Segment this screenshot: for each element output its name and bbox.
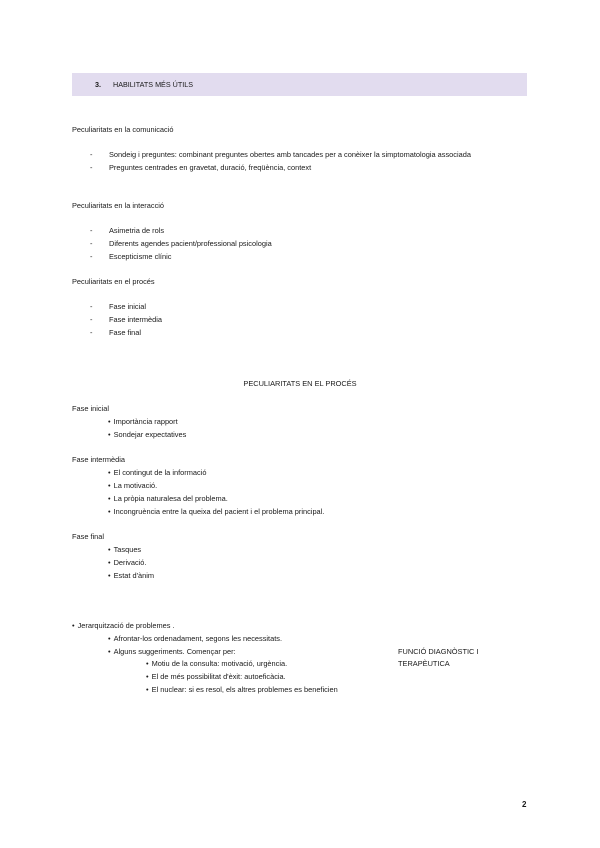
bullet-fase-inicial-2: • Sondejar expectatives (108, 431, 186, 438)
section-header-bar (72, 73, 527, 96)
proces-detail-title: PECULIARITATS EN EL PROCÉS (243, 379, 357, 388)
side-note-line-2: TERAPÈUTICA (398, 659, 450, 668)
list-item-interaccio-2: Diferents agendes pacient/professional psicologia (109, 239, 272, 248)
heading-fase-final: Fase final (72, 532, 105, 541)
bullet-jerarquitzacio-subsub-2: • El de més possibilitat d'èxit: autoeficàcia. (146, 673, 286, 680)
dash-marker: - (90, 252, 93, 261)
list-item-interaccio-1: Asimetria de rols (109, 226, 165, 235)
bullet-fase-final-2: • Derivació. (108, 559, 146, 566)
side-note-line-1: FUNCIÓ DIAGNÒSTIC I (398, 647, 479, 656)
list-item-proces-2: Fase intermèdia (109, 315, 162, 324)
heading-fase-inicial: Fase inicial (72, 404, 109, 413)
dash-marker: - (90, 302, 93, 311)
list-item-proces-1: Fase inicial (109, 302, 146, 311)
bullet-jerarquitzacio-subsub-1: • Motiu de la consulta: motivació, urgència. (146, 660, 287, 667)
bullet-fase-final-1: • Tasques (108, 546, 141, 553)
bullet-fase-intermedia-4: • Incongruència entre la queixa del pacient i el problema principal. (108, 508, 324, 515)
section-title: HABILITATS MÉS ÚTILS (113, 80, 194, 89)
bullet-fase-intermedia-2: • La motivació. (108, 482, 157, 489)
bullet-jerarquitzacio-subsub-3: • El nuclear: si es resol, els altres problemes es beneficien (146, 686, 338, 693)
heading-comunicacio: Peculiaritats en la comunicació (72, 125, 174, 134)
dash-marker: - (90, 226, 93, 235)
bullet-jerarquitzacio: • Jerarquització de problemes . (72, 622, 175, 629)
dash-marker: - (90, 150, 93, 159)
bullet-jerarquitzacio-sub-2: • Alguns suggeriments. Començar per: (108, 648, 236, 655)
section-number: 3. (95, 80, 101, 89)
dash-marker: - (90, 163, 93, 172)
bullet-fase-final-3: • Estat d'ànim (108, 572, 154, 579)
bullet-fase-inicial-1: • Importància rapport (108, 418, 178, 425)
dash-marker: - (90, 239, 93, 248)
list-item-interaccio-3: Escepticisme clínic (109, 252, 172, 261)
dash-marker: - (90, 328, 93, 337)
heading-interaccio: Peculiaritats en la interacció (72, 201, 165, 210)
bullet-fase-intermedia-1: • El contingut de la informació (108, 469, 206, 476)
heading-fase-intermedia: Fase intermèdia (72, 455, 125, 464)
bullet-jerarquitzacio-sub-1: • Afrontar-los ordenadament, segons les necessitats. (108, 635, 282, 642)
list-item-comunicacio-1: Sondeig i preguntes: combinant preguntes obertes amb tancades per a conèixer la simptomatologia associada (109, 150, 471, 159)
bullet-fase-intermedia-3: • La pròpia naturalesa del problema. (108, 495, 228, 502)
heading-proces: Peculiaritats en el procés (72, 277, 155, 286)
list-item-proces-3: Fase final (109, 328, 142, 337)
page-number: 2 (522, 800, 527, 809)
list-item-comunicacio-2: Preguntes centrades en gravetat, duració, freqüència, context (109, 163, 312, 172)
dash-marker: - (90, 315, 93, 324)
